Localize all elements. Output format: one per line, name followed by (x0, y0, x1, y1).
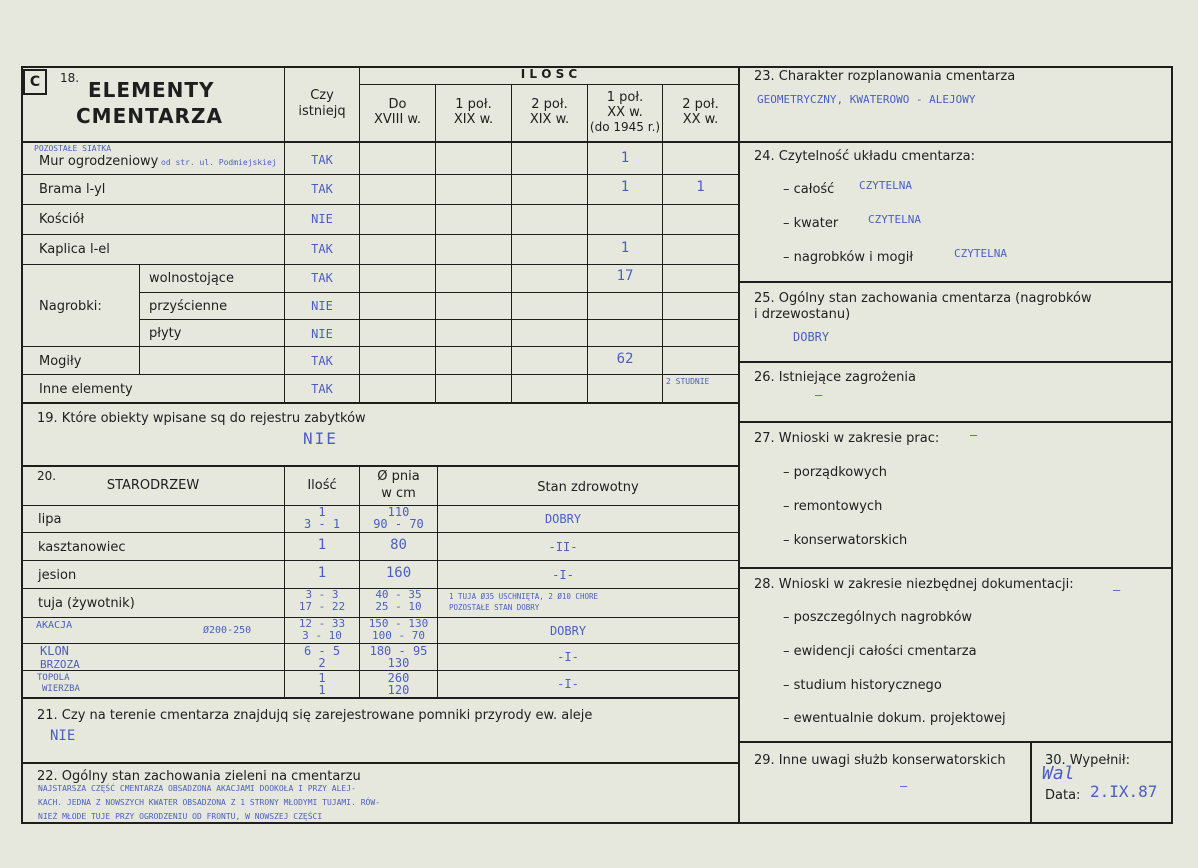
tree-diam-akacja: 150 - 130 100 - 70 (368, 617, 429, 642)
row-label-brama: Brama l-yl (39, 182, 106, 197)
tree-diam-topola: 260 (387, 671, 410, 685)
exists-brama: TAK (311, 182, 333, 196)
section-number: 18. (60, 71, 80, 85)
exists-przyscienne: NIE (311, 299, 333, 313)
s24-value-calosc: CZYTELNA (859, 179, 912, 192)
s20-number: 20. (37, 469, 57, 483)
s27-item-remontowych: – remontowych (783, 499, 883, 514)
tree-health-tuja: 1 TUJA Ø35 USCHNIĘTA, 2 Ø10 CHORE POZOSTAŁE STAN DOBRY (449, 592, 599, 612)
s21-label: 21. Czy na terenie cmentarza znajdujq się zarejestrowane pomniki przyrody ew. aleje (37, 708, 593, 723)
qty-brama-xx1: 1 (620, 179, 630, 195)
s23-value: GEOMETRYCZNY, KWATEROWO - ALEJOWY (757, 93, 976, 106)
exists-wolnostojace: TAK (311, 271, 333, 285)
tree-qty-akacja: 12 - 33 3 - 10 (298, 617, 346, 642)
tree-health-topola: -I- (557, 677, 579, 691)
row-label-nagrobki: Nagrobki: (39, 299, 102, 314)
mur-note-side: od str. ul. Podmiejskiej (161, 158, 277, 167)
tree-diam-brzoza: 130 (387, 656, 410, 670)
tree-diam-lipa: 110 90 - 70 (373, 505, 424, 531)
tree-diam-klon: 180 - 95 (369, 644, 428, 658)
tree-name-tuja: tuja (żywotnik) (38, 596, 135, 611)
tree-health-kasztanowiec: -II- (548, 540, 578, 554)
s24-item-kwater: – kwater (783, 216, 839, 231)
s29-label: 29. Inne uwagi służb konserwatorskich (754, 753, 1006, 768)
col-exists-line1: Czy (310, 88, 334, 103)
exists-mogily: TAK (311, 354, 333, 368)
mur-note-top: POZOSTAŁE SIATKA (34, 144, 112, 153)
tree-name-akacja-note: Ø200-250 (203, 625, 252, 636)
tree-diam-tuja: 40 - 35 25 - 10 (375, 588, 422, 613)
tree-health-akacja: DOBRY (549, 624, 587, 638)
s24-value-kwater: CZYTELNA (868, 213, 921, 226)
s20-title: STARODRZEW (106, 478, 200, 493)
tree-qty-klon: 6 - 5 (303, 644, 341, 658)
s24-value-nagrobkow: CZYTELNA (954, 247, 1007, 260)
exists-plyty: NIE (311, 327, 333, 341)
row-label-mur: Mur ogrodzeniowy (39, 154, 159, 169)
s28-value: — (1113, 583, 1121, 597)
s21-value: NIE (50, 728, 76, 744)
section-title-line2: CMENTARZA (76, 104, 223, 128)
inventory-card: C 18. ELEMENTY CMENTARZA Czy istniejq I L O Ś Ć Do XVIII w. 1 poł. XIX w. 2 poł. XIX w. 1 poł. XX w. (do 1945 r.) 2 poł. XX w. POZOSTAŁE SIATKA Mur ogrodzeniowy od str. ul. Podmiejskiej TAK 1 Brama l-yl TAK 1 1 Kościół NIE Kaplica l-el TAK 1 Nagrobki: wolnostojące TAK 17 przyścienne NIE płyty NIE Mogiły TAK 62 Inne elementy TAK 2 STUDNIE 19. Które obiekty wpisane sq do rejestru zabytków NIE 20. STARODRZEW Ilość Ø pnia w cm Stan zdrowotny lipa 1 3 - 1 110 90 - 70 DOBRY kasztanowiec 1 80 -II- jesion 1 160 -I- tuja (żywotnik) 3 - 3 17 - 22 40 - 35 25 - 10 1 TUJA Ø35 USCHNIĘTA, 2 Ø10 CHORE POZOSTAŁE STAN DOBRY AKACJA Ø200-250 12 - 33 3 - 10 150 - 130 100 - 70 DOBRY KLON BRZOZA 6 - 5 2 180 - 95 130 -I- TOPOLA WIERZBA 1 1 260 120 -I- 21. Czy na terenie cmentarza znajdujq się zarejestrowane pomniki przyrody ew. aleje NIE 22. Ogólny stan zachowania zieleni na cmentarzu NAJSTARSZA CZĘŚĆ CMENTARZA OBSADZONA AKACJAMI DOOKOŁA I PRZY ALEJ- KACH. JEDNA Z NOWSZYCH KWATER OBSADZONA Z 1 STRONY MŁODYMI TUJAMI. RÓW- NIEŻ MŁODE TUJE PRZY OGRODZENIU OD FRONTU, W NOWSZEJ CZĘŚCI 23. Charakter rozplanowania cmentarza GEOMETRYCZNY, KWATEROWO - ALEJOWY 24. Czytelność układu cmentarza: – całość CZYTELNA – kwater CZYTELNA – nagrobków i mogił CZYTELNA 25. Ogólny stan zachowania cmentarza (nagrobków i drzewostanu) DOBRY 26. Istniejące zagrożenia — 27. Wnioski w zakresie prac: — – porządkowych – remontowych – konserwatorskich 28. Wnioski w zakresie niezbędnej dokumentacji: — – poszczególnych nagrobków – ewidencji całości cmentarza – studium historycznego – ewentualnie dokum. projektowej 29. Inne uwagi służb konserwatorskich — 30. Wypełnił: Wal Data: 2.IX.87 (0, 0, 1198, 868)
s22-line2: KACH. JEDNA Z NOWSZYCH KWATER OBSADZONA Z 1 STRONY MŁODYMI TUJAMI. RÓW- (38, 798, 380, 807)
s27-item-konserwatorskich: – konserwatorskich (783, 533, 908, 548)
s29-value: — (900, 779, 908, 793)
tree-qty-jesion: 1 (317, 565, 327, 581)
tree-health-lipa: DOBRY (544, 512, 582, 526)
s22-line3: NIEŻ MŁODE TUJE PRZY OGRODZENIU OD FRONTU, W NOWSZEJ CZĘŚCI (38, 812, 323, 821)
s24-item-nagrobkow: – nagrobków i mogił (783, 250, 914, 265)
s25-value: DOBRY (793, 330, 830, 344)
tree-name-klon: KLON (40, 644, 69, 658)
exists-mur: TAK (311, 153, 333, 167)
exists-kosciol: NIE (311, 212, 333, 226)
tree-qty-brzoza: 2 (318, 656, 326, 670)
tree-qty-kasztanowiec: 1 (317, 537, 327, 553)
s30-signature: Wal (1042, 763, 1075, 784)
section-title-line1: ELEMENTY (88, 78, 215, 102)
row-label-przyscienne: przyścienne (149, 299, 228, 314)
row-label-kaplica: Kaplica l-el (39, 242, 110, 257)
s25-label-1: 25. Ogólny stan zachowania cmentarza (nagrobków (754, 291, 1092, 306)
qty-brama-xx2: 1 (696, 179, 705, 195)
row-label-wolnostojace: wolnostojące (149, 271, 234, 286)
s28-item-nagrobkow: – poszczególnych nagrobków (783, 610, 973, 625)
tree-qty-tuja: 3 - 3 17 - 22 (298, 588, 346, 613)
row-label-plyty: płyty (149, 326, 182, 341)
tree-diam-jesion: 160 (385, 565, 412, 581)
exists-kaplica: TAK (311, 242, 333, 256)
col-exists-line2: istniejq (298, 104, 346, 119)
s28-item-projektowej: – ewentualnie dokum. projektowej (783, 711, 1006, 726)
tree-qty-wierzba: 1 (318, 683, 326, 697)
s24-label: 24. Czytelność układu cmentarza: (754, 149, 976, 164)
tree-diam-wierzba: 120 (387, 683, 410, 697)
s25-label-2: i drzewostanu) (754, 307, 851, 322)
tree-qty-topola: 1 (318, 671, 326, 685)
ilosc-header: I L O Ś Ć (520, 67, 578, 81)
s20-col-diam-2: w cm (381, 486, 416, 501)
tree-name-akacja: AKACJA (36, 620, 73, 631)
s27-item-porzadkowych: – porządkowych (783, 465, 887, 480)
s28-label: 28. Wnioski w zakresie niezbędnej dokumentacji: (754, 577, 1074, 592)
tree-qty-lipa: 1 3 - 1 (303, 505, 341, 531)
tree-name-topola: TOPOLA (37, 673, 70, 683)
row-label-kosciol: Kościół (39, 212, 85, 227)
s23-label: 23. Charakter rozplanowania cmentarza (754, 69, 1016, 84)
qty-mogily-xx1: 62 (616, 351, 634, 367)
qty-kaplica-xx1: 1 (620, 240, 630, 256)
tree-name-kasztanowiec: kasztanowiec (38, 540, 126, 555)
tree-health-klon: -I- (557, 650, 579, 664)
s26-label: 26. Istniejące zagrożenia (754, 370, 916, 385)
s19-label: 19. Które obiekty wpisane sq do rejestru zabytków (37, 411, 366, 426)
s22-line1: NAJSTARSZA CZĘŚĆ CMENTARZA OBSADZONA AKACJAMI DOOKOŁA I PRZY ALEJ- (38, 784, 356, 793)
s30-date-value: 2.IX.87 (1090, 782, 1158, 801)
s20-col-health: Stan zdrowotny (537, 480, 639, 495)
tree-name-wierzba: WIERZBA (42, 684, 80, 694)
tree-name-brzoza: BRZOZA (40, 658, 80, 671)
s27-value: — (970, 428, 978, 442)
qty-inne-xx2: 2 STUDNIE (666, 377, 710, 386)
row-label-mogily: Mogiły (39, 354, 82, 369)
s30-date-label: Data: (1045, 788, 1081, 803)
s20-col-diam-1: Ø pnia (377, 469, 420, 484)
row-label-inne: Inne elementy (39, 382, 133, 397)
tree-name-jesion: jesion (38, 568, 77, 583)
s28-item-studium: – studium historycznego (783, 678, 942, 693)
s28-item-ewidencji: – ewidencji całości cmentarza (783, 644, 977, 659)
tree-diam-kasztanowiec: 80 (390, 537, 407, 553)
s26-value: — (815, 388, 823, 402)
s30-label: 30. Wypełnił: (1045, 753, 1130, 768)
s20-col-qty: Ilość (307, 478, 337, 493)
exists-inne: TAK (311, 382, 333, 396)
qty-wolnostojace-xx1: 17 (616, 268, 634, 284)
tree-health-jesion: -I- (552, 568, 574, 582)
section-letter-badge: C (23, 69, 47, 95)
s27-label: 27. Wnioski w zakresie prac: (754, 431, 940, 446)
s24-item-calosc: – całość (783, 182, 835, 197)
s22-label: 22. Ogólny stan zachowania zieleni na cmentarzu (37, 769, 361, 784)
tree-name-lipa: lipa (38, 512, 62, 527)
s19-value: NIE (303, 429, 338, 448)
qty-mur-xx1: 1 (620, 150, 630, 166)
